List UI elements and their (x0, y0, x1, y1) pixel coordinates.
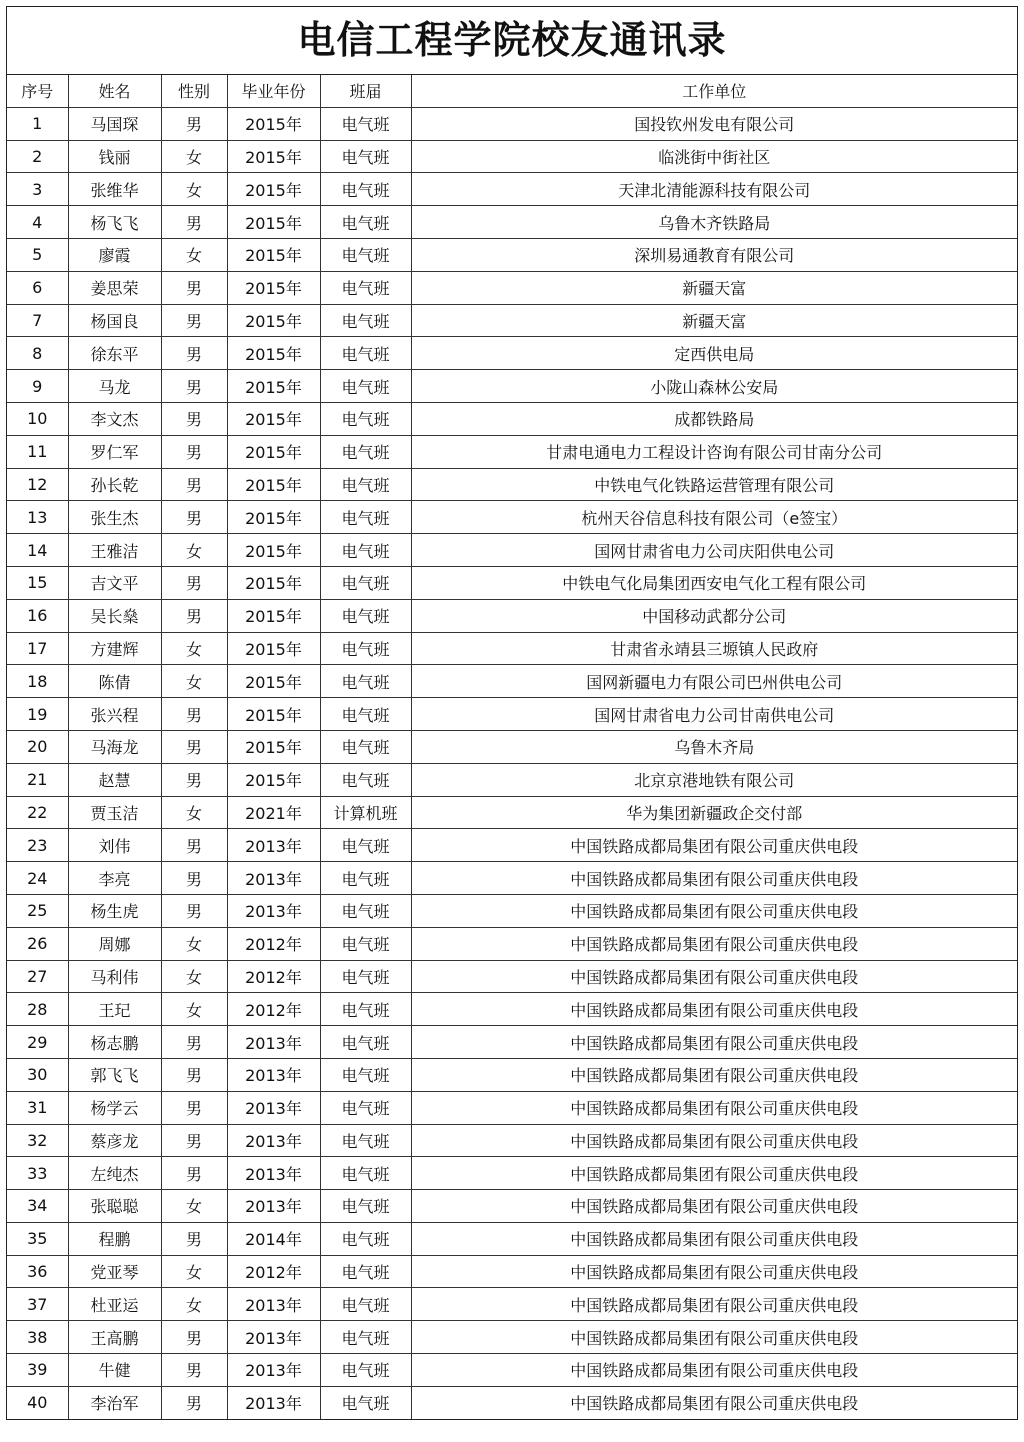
cell-serial-number: 12 (7, 468, 68, 501)
cell-serial-number: 9 (7, 370, 68, 403)
table-row (7, 862, 1017, 895)
cell-class: 电气班 (320, 1124, 411, 1157)
cell-serial-number: 35 (7, 1222, 68, 1255)
cell-class: 电气班 (320, 862, 411, 895)
cell-workplace: 中国铁路成都局集团有限公司重庆供电段 (411, 993, 1017, 1026)
table-row (7, 993, 1017, 1026)
cell-name: 杨学云 (68, 1091, 161, 1124)
cell-name: 廖霞 (68, 238, 161, 271)
cell-name: 牛健 (68, 1354, 161, 1387)
cell-graduation-year: 2015年 (227, 107, 320, 140)
cell-class: 电气班 (320, 435, 411, 468)
cell-gender: 男 (161, 829, 227, 862)
table-body (7, 107, 1017, 1418)
cell-gender: 男 (161, 1026, 227, 1059)
header-graduation-year: 毕业年份 (227, 75, 320, 107)
table-row (7, 927, 1017, 960)
cell-gender: 女 (161, 238, 227, 271)
cell-serial-number: 10 (7, 402, 68, 435)
table-row (7, 271, 1017, 304)
cell-class: 电气班 (320, 632, 411, 665)
cell-serial-number: 34 (7, 1190, 68, 1223)
cell-serial-number: 8 (7, 337, 68, 370)
cell-gender: 男 (161, 468, 227, 501)
cell-serial-number: 33 (7, 1157, 68, 1190)
cell-graduation-year: 2012年 (227, 1255, 320, 1288)
cell-gender: 女 (161, 173, 227, 206)
cell-graduation-year: 2013年 (227, 1157, 320, 1190)
table-row (7, 1026, 1017, 1059)
cell-graduation-year: 2015年 (227, 370, 320, 403)
cell-serial-number: 39 (7, 1354, 68, 1387)
cell-name: 张维华 (68, 173, 161, 206)
cell-class: 电气班 (320, 1222, 411, 1255)
cell-gender: 男 (161, 1354, 227, 1387)
cell-serial-number: 37 (7, 1288, 68, 1321)
cell-name: 杨飞飞 (68, 206, 161, 239)
cell-graduation-year: 2014年 (227, 1222, 320, 1255)
cell-graduation-year: 2013年 (227, 1190, 320, 1223)
cell-serial-number: 40 (7, 1386, 68, 1418)
cell-workplace: 深圳易通教育有限公司 (411, 238, 1017, 271)
cell-name: 陈倩 (68, 665, 161, 698)
cell-name: 程鹏 (68, 1222, 161, 1255)
cell-workplace: 杭州天谷信息科技有限公司（e签宝） (411, 501, 1017, 534)
cell-graduation-year: 2015年 (227, 501, 320, 534)
cell-workplace: 乌鲁木齐局 (411, 730, 1017, 763)
header-class: 班届 (320, 75, 411, 107)
cell-class: 电气班 (320, 238, 411, 271)
cell-gender: 男 (161, 206, 227, 239)
cell-name: 党亚琴 (68, 1255, 161, 1288)
cell-workplace: 中国铁路成都局集团有限公司重庆供电段 (411, 1190, 1017, 1223)
cell-gender: 女 (161, 665, 227, 698)
header-gender: 性别 (161, 75, 227, 107)
table-row (7, 1091, 1017, 1124)
cell-gender: 男 (161, 1157, 227, 1190)
cell-serial-number: 6 (7, 271, 68, 304)
cell-workplace: 中国铁路成都局集团有限公司重庆供电段 (411, 894, 1017, 927)
cell-gender: 男 (161, 1058, 227, 1091)
cell-serial-number: 14 (7, 534, 68, 567)
cell-workplace: 甘肃省永靖县三塬镇人民政府 (411, 632, 1017, 665)
cell-class: 计算机班 (320, 796, 411, 829)
cell-workplace: 乌鲁木齐铁路局 (411, 206, 1017, 239)
cell-graduation-year: 2015年 (227, 763, 320, 796)
cell-serial-number: 19 (7, 698, 68, 731)
cell-name: 马国琛 (68, 107, 161, 140)
cell-class: 电气班 (320, 107, 411, 140)
table-row (7, 1354, 1017, 1387)
cell-class: 电气班 (320, 370, 411, 403)
cell-gender: 男 (161, 1386, 227, 1418)
cell-gender: 男 (161, 566, 227, 599)
cell-graduation-year: 2013年 (227, 862, 320, 895)
cell-class: 电气班 (320, 1386, 411, 1418)
cell-graduation-year: 2021年 (227, 796, 320, 829)
cell-graduation-year: 2013年 (227, 1091, 320, 1124)
cell-class: 电气班 (320, 534, 411, 567)
cell-class: 电气班 (320, 698, 411, 731)
cell-name: 张兴程 (68, 698, 161, 731)
cell-workplace: 中国铁路成都局集团有限公司重庆供电段 (411, 1124, 1017, 1157)
cell-workplace: 中国铁路成都局集团有限公司重庆供电段 (411, 1058, 1017, 1091)
cell-workplace: 天津北清能源科技有限公司 (411, 173, 1017, 206)
cell-serial-number: 16 (7, 599, 68, 632)
cell-gender: 男 (161, 1222, 227, 1255)
table-row (7, 1058, 1017, 1091)
cell-name: 马利伟 (68, 960, 161, 993)
cell-gender: 男 (161, 1124, 227, 1157)
cell-workplace: 中国铁路成都局集团有限公司重庆供电段 (411, 1386, 1017, 1418)
table-row (7, 796, 1017, 829)
cell-serial-number: 26 (7, 927, 68, 960)
table-row (7, 1124, 1017, 1157)
table-row (7, 566, 1017, 599)
cell-gender: 女 (161, 796, 227, 829)
cell-graduation-year: 2013年 (227, 829, 320, 862)
cell-gender: 男 (161, 763, 227, 796)
cell-workplace: 华为集团新疆政企交付部 (411, 796, 1017, 829)
cell-name: 杨国良 (68, 304, 161, 337)
cell-serial-number: 11 (7, 435, 68, 468)
cell-serial-number: 5 (7, 238, 68, 271)
cell-workplace: 中国铁路成都局集团有限公司重庆供电段 (411, 1288, 1017, 1321)
cell-class: 电气班 (320, 468, 411, 501)
table-row (7, 730, 1017, 763)
cell-gender: 女 (161, 632, 227, 665)
cell-name: 赵慧 (68, 763, 161, 796)
cell-name: 方建辉 (68, 632, 161, 665)
cell-gender: 女 (161, 1255, 227, 1288)
cell-serial-number: 25 (7, 894, 68, 927)
cell-workplace: 中国铁路成都局集团有限公司重庆供电段 (411, 1222, 1017, 1255)
table-row (7, 402, 1017, 435)
cell-class: 电气班 (320, 566, 411, 599)
table-row (7, 599, 1017, 632)
cell-serial-number: 29 (7, 1026, 68, 1059)
alumni-table (7, 75, 1017, 1419)
cell-serial-number: 28 (7, 993, 68, 1026)
cell-serial-number: 30 (7, 1058, 68, 1091)
cell-serial-number: 18 (7, 665, 68, 698)
cell-name: 王高鹏 (68, 1321, 161, 1354)
cell-workplace: 甘肃电通电力工程设计咨询有限公司甘南分公司 (411, 435, 1017, 468)
table-row (7, 107, 1017, 140)
cell-gender: 男 (161, 698, 227, 731)
cell-graduation-year: 2013年 (227, 894, 320, 927)
cell-class: 电气班 (320, 927, 411, 960)
cell-serial-number: 15 (7, 566, 68, 599)
cell-class: 电气班 (320, 337, 411, 370)
cell-gender: 男 (161, 402, 227, 435)
table-row (7, 632, 1017, 665)
cell-serial-number: 22 (7, 796, 68, 829)
cell-serial-number: 17 (7, 632, 68, 665)
cell-class: 电气班 (320, 1058, 411, 1091)
cell-graduation-year: 2015年 (227, 599, 320, 632)
cell-workplace: 中国铁路成都局集团有限公司重庆供电段 (411, 1026, 1017, 1059)
cell-gender: 女 (161, 534, 227, 567)
cell-serial-number: 4 (7, 206, 68, 239)
cell-name: 蔡彦龙 (68, 1124, 161, 1157)
cell-gender: 男 (161, 894, 227, 927)
cell-class: 电气班 (320, 1026, 411, 1059)
cell-graduation-year: 2015年 (227, 534, 320, 567)
cell-class: 电气班 (320, 1190, 411, 1223)
cell-class: 电气班 (320, 599, 411, 632)
table-row (7, 337, 1017, 370)
cell-graduation-year: 2013年 (227, 1321, 320, 1354)
table-row (7, 1321, 1017, 1354)
header-workplace: 工作单位 (411, 75, 1017, 107)
cell-name: 吴长燊 (68, 599, 161, 632)
cell-name: 吉文平 (68, 566, 161, 599)
table-row (7, 894, 1017, 927)
cell-class: 电气班 (320, 140, 411, 173)
table-header-row (7, 75, 1017, 107)
table-row (7, 238, 1017, 271)
cell-name: 张生杰 (68, 501, 161, 534)
cell-serial-number: 31 (7, 1091, 68, 1124)
cell-class: 电气班 (320, 763, 411, 796)
cell-name: 杜亚运 (68, 1288, 161, 1321)
cell-gender: 女 (161, 960, 227, 993)
cell-workplace: 中国铁路成都局集团有限公司重庆供电段 (411, 1321, 1017, 1354)
cell-graduation-year: 2015年 (227, 238, 320, 271)
table-row (7, 370, 1017, 403)
table-row (7, 829, 1017, 862)
cell-graduation-year: 2015年 (227, 140, 320, 173)
cell-serial-number: 36 (7, 1255, 68, 1288)
cell-graduation-year: 2015年 (227, 730, 320, 763)
cell-gender: 男 (161, 599, 227, 632)
cell-gender: 男 (161, 1091, 227, 1124)
cell-graduation-year: 2015年 (227, 337, 320, 370)
cell-graduation-year: 2015年 (227, 206, 320, 239)
cell-gender: 女 (161, 927, 227, 960)
cell-serial-number: 7 (7, 304, 68, 337)
cell-class: 电气班 (320, 1288, 411, 1321)
cell-workplace: 中国铁路成都局集团有限公司重庆供电段 (411, 927, 1017, 960)
table-row (7, 1288, 1017, 1321)
cell-gender: 男 (161, 370, 227, 403)
cell-workplace: 中国铁路成都局集团有限公司重庆供电段 (411, 829, 1017, 862)
cell-name: 贾玉洁 (68, 796, 161, 829)
cell-serial-number: 2 (7, 140, 68, 173)
cell-name: 杨生虎 (68, 894, 161, 927)
cell-serial-number: 20 (7, 730, 68, 763)
table-row (7, 140, 1017, 173)
cell-class: 电气班 (320, 173, 411, 206)
table-row (7, 698, 1017, 731)
cell-name: 马龙 (68, 370, 161, 403)
cell-graduation-year: 2015年 (227, 271, 320, 304)
table-row (7, 304, 1017, 337)
cell-gender: 女 (161, 993, 227, 1026)
cell-workplace: 小陇山森林公安局 (411, 370, 1017, 403)
cell-class: 电气班 (320, 829, 411, 862)
cell-workplace: 中国铁路成都局集团有限公司重庆供电段 (411, 862, 1017, 895)
cell-class: 电气班 (320, 730, 411, 763)
cell-graduation-year: 2013年 (227, 1124, 320, 1157)
cell-name: 孙长乾 (68, 468, 161, 501)
cell-graduation-year: 2015年 (227, 468, 320, 501)
cell-gender: 男 (161, 304, 227, 337)
cell-class: 电气班 (320, 271, 411, 304)
cell-name: 杨志鹏 (68, 1026, 161, 1059)
cell-serial-number: 38 (7, 1321, 68, 1354)
cell-name: 郭飞飞 (68, 1058, 161, 1091)
cell-graduation-year: 2013年 (227, 1386, 320, 1418)
cell-workplace: 定西供电局 (411, 337, 1017, 370)
table-row (7, 1157, 1017, 1190)
cell-workplace: 国投钦州发电有限公司 (411, 107, 1017, 140)
cell-workplace: 北京京港地铁有限公司 (411, 763, 1017, 796)
cell-serial-number: 21 (7, 763, 68, 796)
cell-serial-number: 24 (7, 862, 68, 895)
cell-class: 电气班 (320, 1255, 411, 1288)
table-row (7, 1190, 1017, 1223)
cell-name: 马海龙 (68, 730, 161, 763)
cell-gender: 男 (161, 1321, 227, 1354)
cell-workplace: 新疆天富 (411, 304, 1017, 337)
cell-graduation-year: 2013年 (227, 1288, 320, 1321)
cell-gender: 男 (161, 271, 227, 304)
cell-serial-number: 32 (7, 1124, 68, 1157)
cell-name: 王雅洁 (68, 534, 161, 567)
cell-class: 电气班 (320, 665, 411, 698)
cell-graduation-year: 2013年 (227, 1026, 320, 1059)
cell-gender: 男 (161, 107, 227, 140)
cell-class: 电气班 (320, 1157, 411, 1190)
cell-workplace: 成都铁路局 (411, 402, 1017, 435)
table-row (7, 468, 1017, 501)
cell-graduation-year: 2012年 (227, 960, 320, 993)
table-row (7, 1255, 1017, 1288)
cell-workplace: 中国铁路成都局集团有限公司重庆供电段 (411, 1157, 1017, 1190)
cell-graduation-year: 2015年 (227, 435, 320, 468)
table-row (7, 206, 1017, 239)
cell-graduation-year: 2015年 (227, 632, 320, 665)
cell-class: 电气班 (320, 501, 411, 534)
header-serial-number: 序号 (7, 75, 68, 107)
cell-class: 电气班 (320, 960, 411, 993)
cell-name: 李亮 (68, 862, 161, 895)
cell-class: 电气班 (320, 993, 411, 1026)
cell-workplace: 中铁电气化铁路运营管理有限公司 (411, 468, 1017, 501)
cell-serial-number: 23 (7, 829, 68, 862)
cell-class: 电气班 (320, 402, 411, 435)
cell-gender: 男 (161, 730, 227, 763)
cell-serial-number: 3 (7, 173, 68, 206)
cell-workplace: 国网甘肃省电力公司甘南供电公司 (411, 698, 1017, 731)
cell-name: 李文杰 (68, 402, 161, 435)
cell-serial-number: 1 (7, 107, 68, 140)
cell-gender: 女 (161, 140, 227, 173)
cell-graduation-year: 2015年 (227, 402, 320, 435)
cell-graduation-year: 2015年 (227, 665, 320, 698)
header-name: 姓名 (68, 75, 161, 107)
cell-class: 电气班 (320, 894, 411, 927)
cell-workplace: 国网新疆电力有限公司巴州供电公司 (411, 665, 1017, 698)
cell-graduation-year: 2013年 (227, 1354, 320, 1387)
cell-serial-number: 27 (7, 960, 68, 993)
cell-workplace: 新疆天富 (411, 271, 1017, 304)
cell-name: 徐东平 (68, 337, 161, 370)
table-row (7, 501, 1017, 534)
document-title: 电信工程学院校友通讯录 (7, 7, 1017, 75)
cell-workplace: 中国铁路成都局集团有限公司重庆供电段 (411, 1255, 1017, 1288)
cell-name: 左纯杰 (68, 1157, 161, 1190)
cell-serial-number: 13 (7, 501, 68, 534)
cell-workplace: 临洮街中街社区 (411, 140, 1017, 173)
cell-graduation-year: 2012年 (227, 927, 320, 960)
cell-name: 刘伟 (68, 829, 161, 862)
cell-class: 电气班 (320, 1354, 411, 1387)
table-row (7, 534, 1017, 567)
cell-graduation-year: 2015年 (227, 173, 320, 206)
cell-gender: 女 (161, 1190, 227, 1223)
cell-class: 电气班 (320, 1091, 411, 1124)
cell-name: 罗仁军 (68, 435, 161, 468)
cell-class: 电气班 (320, 206, 411, 239)
table-row (7, 1386, 1017, 1418)
cell-workplace: 国网甘肃省电力公司庆阳供电公司 (411, 534, 1017, 567)
cell-workplace: 中国移动武都分公司 (411, 599, 1017, 632)
table-row (7, 665, 1017, 698)
table-row (7, 435, 1017, 468)
table-row (7, 1222, 1017, 1255)
cell-gender: 男 (161, 337, 227, 370)
cell-gender: 男 (161, 501, 227, 534)
cell-gender: 男 (161, 862, 227, 895)
table-row (7, 173, 1017, 206)
table-row (7, 763, 1017, 796)
cell-name: 周娜 (68, 927, 161, 960)
cell-gender: 男 (161, 435, 227, 468)
cell-graduation-year: 2012年 (227, 993, 320, 1026)
cell-workplace: 中国铁路成都局集团有限公司重庆供电段 (411, 960, 1017, 993)
cell-gender: 女 (161, 1288, 227, 1321)
cell-graduation-year: 2013年 (227, 1058, 320, 1091)
cell-class: 电气班 (320, 1321, 411, 1354)
cell-name: 李治军 (68, 1386, 161, 1418)
alumni-directory-sheet (6, 6, 1018, 1420)
cell-class: 电气班 (320, 304, 411, 337)
cell-name: 张聪聪 (68, 1190, 161, 1223)
cell-workplace: 中国铁路成都局集团有限公司重庆供电段 (411, 1354, 1017, 1387)
cell-workplace: 中铁电气化局集团西安电气化工程有限公司 (411, 566, 1017, 599)
cell-name: 钱丽 (68, 140, 161, 173)
table-row (7, 960, 1017, 993)
cell-graduation-year: 2015年 (227, 304, 320, 337)
cell-workplace: 中国铁路成都局集团有限公司重庆供电段 (411, 1091, 1017, 1124)
cell-name: 王玘 (68, 993, 161, 1026)
cell-graduation-year: 2015年 (227, 698, 320, 731)
cell-graduation-year: 2015年 (227, 566, 320, 599)
cell-name: 姜思荣 (68, 271, 161, 304)
